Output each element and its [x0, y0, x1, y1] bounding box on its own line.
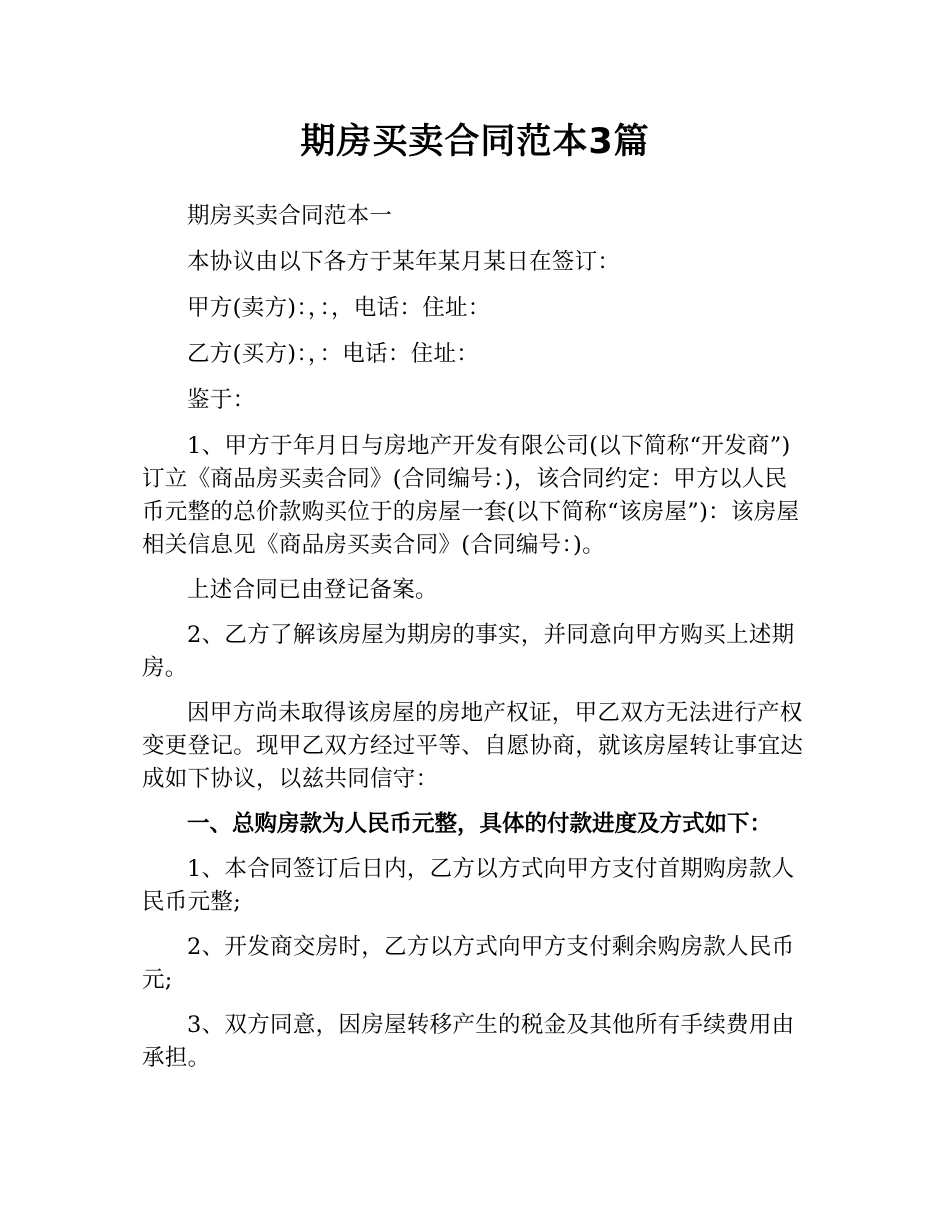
paragraph-payment-3: 3、双方同意，因房屋转移产生的税金及其他所有手续费用由承担。 [142, 1012, 795, 1071]
paragraph-agreement: 因甲方尚未取得该房屋的房地产权证，甲乙双方无法进行产权变更登记。现甲乙双方经过平等、自愿协商，就该房屋转让事宜达成如下协议，以兹共同信守： [142, 700, 804, 792]
paragraph-payment-1: 1、本合同签订后日内，乙方以方式向甲方支付首期购房款人民币元整; [142, 856, 795, 915]
paragraph-payment-2: 2、开发商交房时，乙方以方式向甲方支付剩余购房款人民币元; [142, 934, 795, 993]
paragraph-clause-2: 2、乙方了解该房屋为期房的事实，并同意向甲方购买上述期房。 [142, 622, 795, 681]
paragraph-subtitle: 期房买卖合同范本一 [187, 203, 393, 229]
document-title: 期房买卖合同范本3篇 [300, 122, 650, 162]
paragraph-clause-1: 1、甲方于年月日与房地产开发有限公司(以下简称“开发商”)订立《商品房买卖合同》(合同编号：)，该合同约定：甲方以人民币元整的总价款购买位于的房屋一套(以下简称“该房屋”)：该房屋相关信息见《商品房买卖合同》(合同编号：)。 [142, 433, 800, 558]
document-body [142, 200, 810, 1087]
paragraph-whereas: 鉴于： [187, 387, 256, 413]
paragraph-registered: 上述合同已由登记备案。 [187, 577, 438, 603]
section-heading-payment: 一、总购房款为人民币元整，具体的付款进度及方式如下： [187, 811, 773, 837]
paragraph-party-b: 乙方(买方)：，：电话：住址： [187, 341, 480, 367]
paragraph-party-a: 甲方(卖方)：，：，电话：住址： [187, 295, 491, 321]
paragraph-intro: 本协议由以下各方于某年某月某日在签订： [187, 249, 621, 275]
